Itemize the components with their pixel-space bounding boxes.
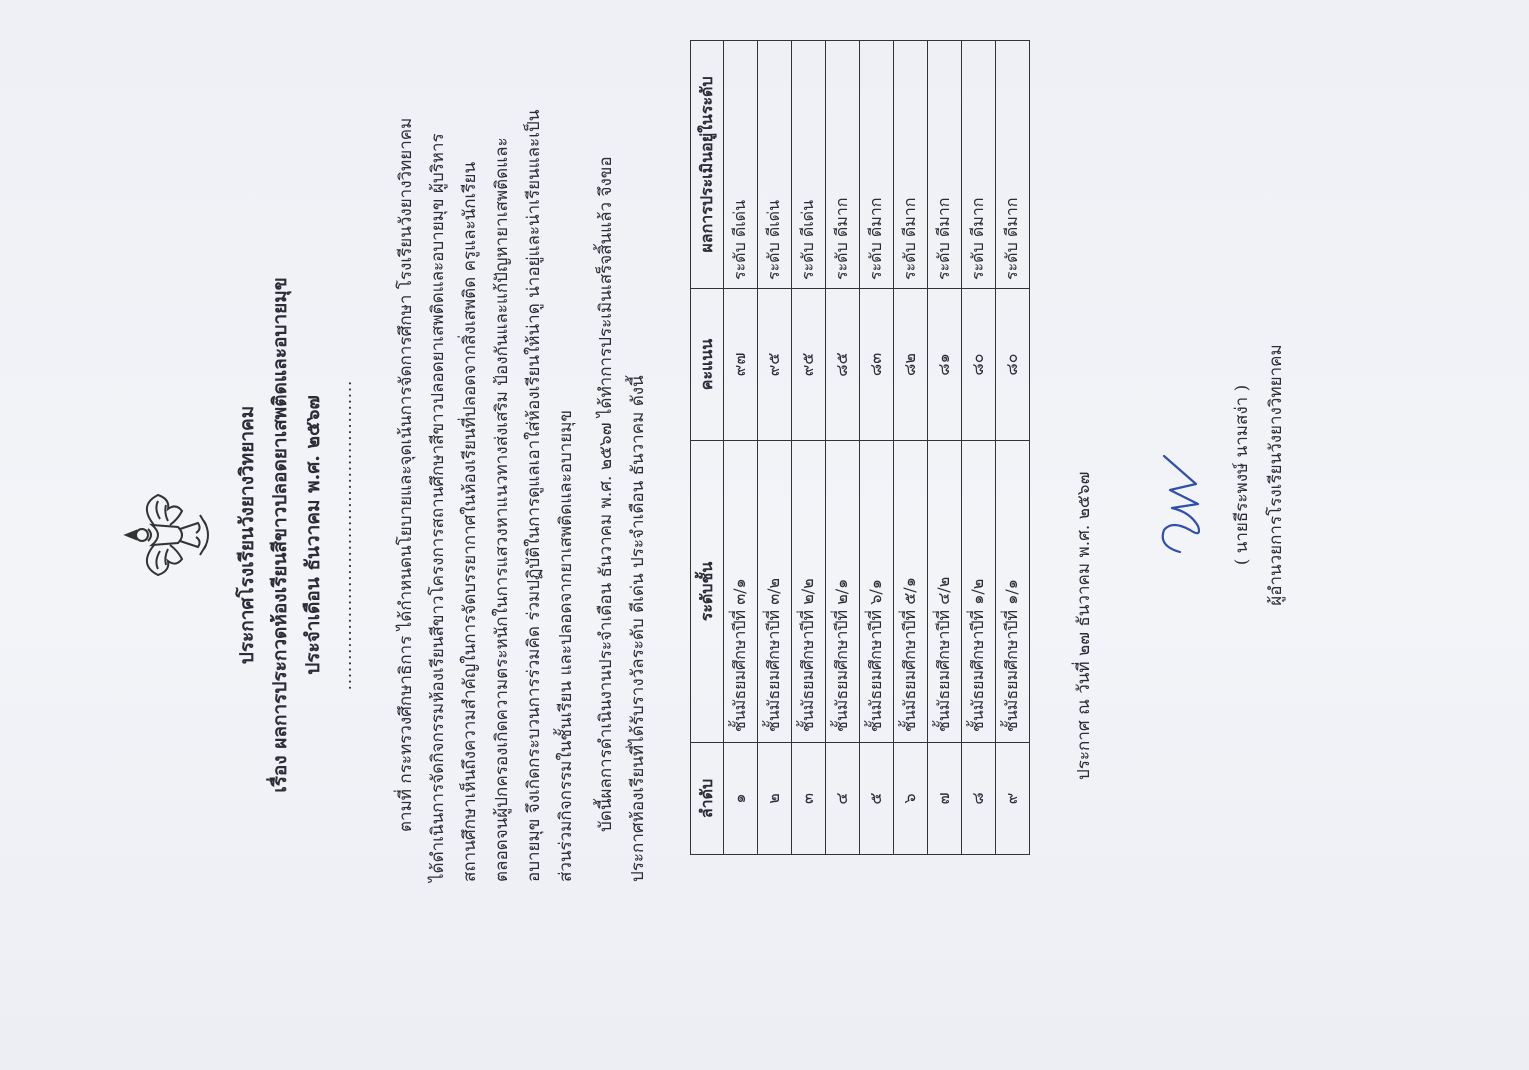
row-level: ระดับ ดีเด่น	[792, 41, 826, 289]
row-score: ๘๕	[826, 289, 860, 441]
announcement-title: ประกาศโรงเรียนวังยางวิทยาคม	[236, 405, 258, 665]
row-no: ๙	[996, 743, 1030, 855]
announcement-period: ประจำเดือน ธันวาคม พ.ศ. ๒๕๖๗	[302, 395, 324, 675]
row-grade: ชั้นมัธยมศึกษาปีที่ ๓/๑	[724, 441, 758, 743]
body-para1-line6: ส่วนร่วมกิจกรรมในชั้นเรียน และปลอดจากยาเสพติดและอบายมุข	[556, 409, 576, 882]
row-level: ระดับ ดีเด่น	[724, 41, 758, 289]
table-row	[928, 41, 962, 855]
row-score: ๙๗	[724, 289, 758, 441]
signature-icon	[1150, 450, 1210, 560]
row-score: ๙๕	[792, 289, 826, 441]
row-grade: ชั้นมัธยมศึกษาปีที่ ๖/๑	[860, 441, 894, 743]
row-no: ๖	[894, 743, 928, 855]
row-level: ระดับ ดีมาก	[894, 41, 928, 289]
signer-name: ( นายธีระพงษ์ นามสง่า )	[1232, 384, 1252, 566]
row-no: ๗	[928, 743, 962, 855]
body-para1-line5: อบายมุข จึงเกิดกระบวนการร่วมคิด ร่วมปฏิบัติในการดูแลเอาใส่ห้องเรียนให้น่าดู น่าอยู่และน่าเรียนและเป็น	[524, 109, 544, 882]
row-no: ๑	[724, 743, 758, 855]
row-grade: ชั้นมัธยมศึกษาปีที่ ๓/๒	[758, 441, 792, 743]
row-level: ระดับ ดีเด่น	[758, 41, 792, 289]
row-grade: ชั้นมัธยมศึกษาปีที่ ๑/๑	[996, 441, 1030, 743]
row-score: ๙๕	[758, 289, 792, 441]
results-table	[690, 40, 1030, 855]
table-header-row	[691, 41, 724, 855]
row-no: ๔	[826, 743, 860, 855]
row-no: ๕	[860, 743, 894, 855]
row-level: ระดับ ดีมาก	[996, 41, 1030, 289]
row-no: ๘	[962, 743, 996, 855]
row-score: ๘๑	[928, 289, 962, 441]
row-grade: ชั้นมัธยมศึกษาปีที่ ๒/๒	[792, 441, 826, 743]
body-para1-line4: ตลอดจนผู้ปกครองเกิดความตระหนักในการแสวงหาแนวทางส่งเสริม ป้องกันและแก้ปัญหายาเสพติดและ	[492, 137, 512, 882]
body-para1-line1: ตามที่ กระทรวงศึกษาธิการ ได้กำหนดนโยบายและจุดเน้นการจัดการศึกษา โรงเรียนวังยางวิทยาคม	[396, 117, 416, 832]
col-header-grade: ระดับชั้น	[691, 441, 724, 743]
table-row	[860, 41, 894, 855]
row-grade: ชั้นมัธยมศึกษาปีที่ ๕/๑	[894, 441, 928, 743]
table-row	[758, 41, 792, 855]
garuda-emblem-icon	[118, 485, 218, 585]
body-para1-line3: สถานศึกษาเห็นถึงความสำคัญในการจัดบรรยากาศในห้องเรียนที่ปลอดจากสิ่งเสพติด ครูและนักเรียน	[460, 161, 480, 882]
table-row	[792, 41, 826, 855]
row-level: ระดับ ดีมาก	[928, 41, 962, 289]
col-header-no: ลำดับ	[691, 743, 724, 855]
table-row	[826, 41, 860, 855]
table-row	[894, 41, 928, 855]
row-level: ระดับ ดีมาก	[860, 41, 894, 289]
row-score: ๘๐	[996, 289, 1030, 441]
body-para2-line2: ประกาศห้องเรียนที่ได้รับรางวัลระดับ ดีเด่น ประจำเดือน ธันวาคม ดังนี้	[628, 375, 648, 882]
col-header-score: คะแนน	[691, 289, 724, 441]
col-header-level: ผลการประเมินอยู่ในระดับ	[691, 41, 724, 289]
signer-position: ผู้อำนวยการโรงเรียนวังยางวิทยาคม	[1266, 344, 1286, 606]
row-level: ระดับ ดีมาก	[826, 41, 860, 289]
row-no: ๒	[758, 743, 792, 855]
table-row	[724, 41, 758, 855]
row-score: ๘๓	[860, 289, 894, 441]
row-level: ระดับ ดีมาก	[962, 41, 996, 289]
row-grade: ชั้นมัธยมศึกษาปีที่ ๑/๒	[962, 441, 996, 743]
header-divider: ...................................................	[336, 379, 355, 691]
body-para2-line1: บัดนี้ผลการดำเนินงานประจำเดือน ธันวาคม พ.ศ. ๒๕๖๗ ได้ทำการประเมินเสร็จสิ้นแล้ว จึงขอ	[596, 156, 616, 832]
announcement-subject: เรื่อง ผลการประกวดห้องเรียนสีขาวปลอดยาเสพติดและอบายมุข	[269, 277, 291, 793]
table-row	[996, 41, 1030, 855]
row-grade: ชั้นมัธยมศึกษาปีที่ ๔/๒	[928, 441, 962, 743]
table-row	[962, 41, 996, 855]
announcement-date: ประกาศ ณ วันที่ ๒๗ ธันวาคม พ.ศ. ๒๕๖๗	[1074, 471, 1094, 780]
row-grade: ชั้นมัธยมศึกษาปีที่ ๒/๑	[826, 441, 860, 743]
row-score: ๘๐	[962, 289, 996, 441]
row-score: ๘๒	[894, 289, 928, 441]
body-para1-line2: ได้ดำเนินการจัดกิจกรรมห้องเรียนสีขาวโครงการสถานศึกษาสีขาวปลอดยาเสพติดและอบายมุข ผู้บริหาร	[428, 133, 448, 882]
row-no: ๓	[792, 743, 826, 855]
